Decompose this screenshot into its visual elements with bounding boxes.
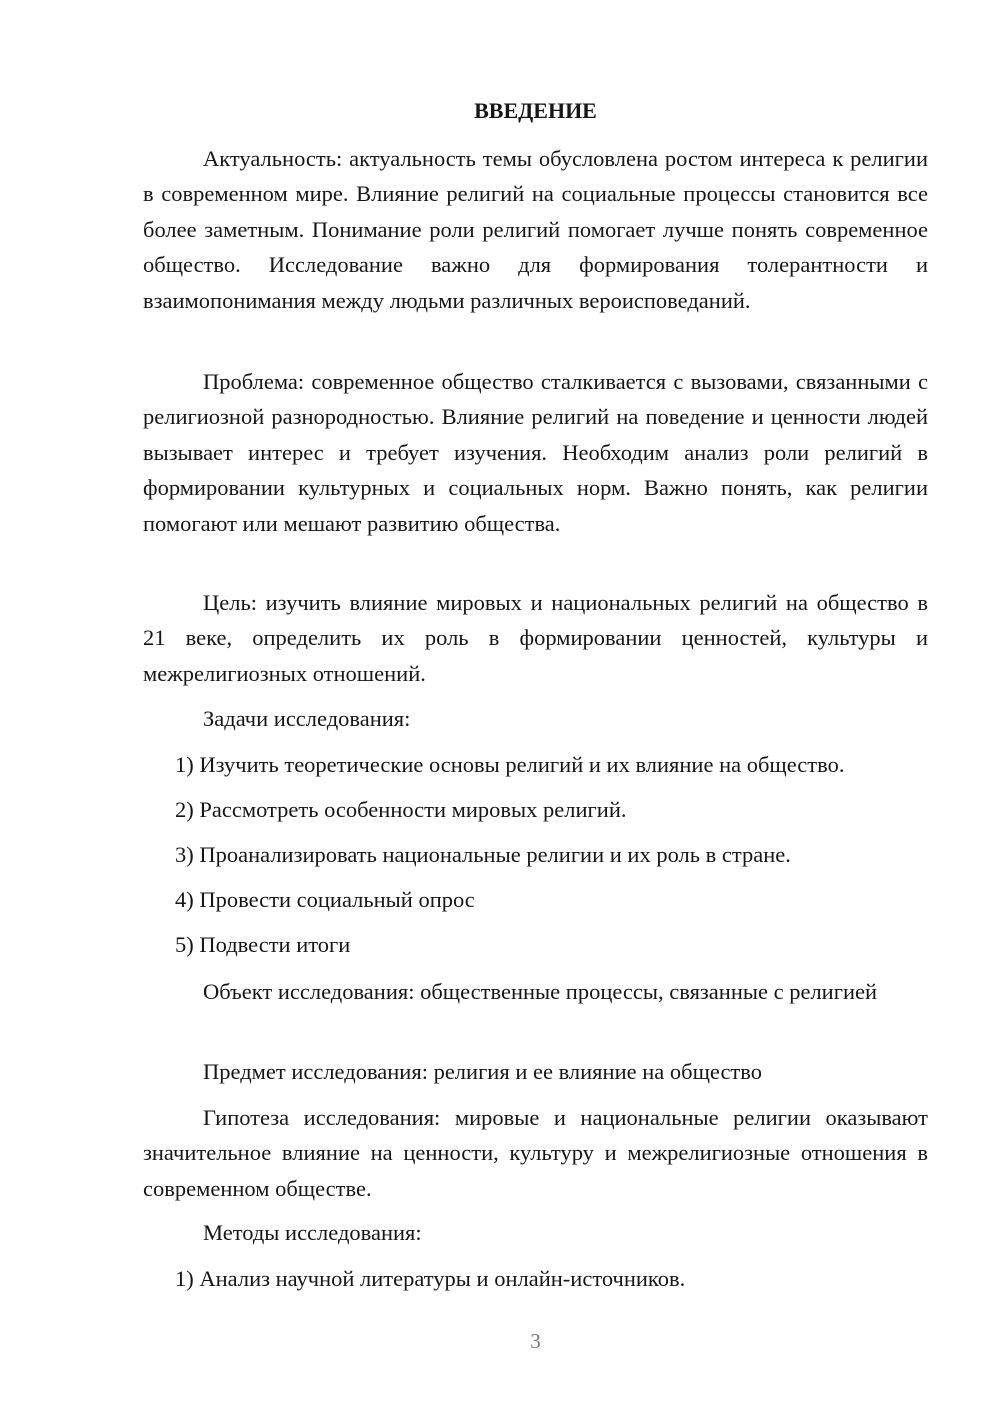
- task-item-3: 3) Проанализировать национальные религии и их роль в стране.: [175, 842, 791, 867]
- task-item-1: 1) Изучить теоретические основы религий и их влияние на общество.: [175, 752, 845, 777]
- goal-paragraph: Цель: изучить влияние мировых и национальных религий на общество в 21 веке, определить их роль в формировании ценностей, культуры и межрелигиозных отношений.: [143, 590, 928, 686]
- page-number: 3: [530, 1329, 541, 1353]
- methods-heading: Методы исследования:: [203, 1220, 422, 1245]
- hypothesis-paragraph: Гипотеза исследования: мировые и национальные религии оказывают значительное влияние на ценности, культуру и межрелигиозные отношения в современном обществе.: [143, 1105, 928, 1201]
- relevance-paragraph: Актуальность: актуальность темы обусловлена ростом интереса к религии в современном мире. Влияние религий на социальные процессы становится все более заметным. Понимание роли религий помогает лучше понять современное общество. Исследование важно для формирования толерантности и взаимопонимания между людьми различных вероисповеданий.: [143, 146, 928, 313]
- task-item-5: 5) Подвести итоги: [175, 932, 351, 957]
- problem-paragraph: Проблема: современное общество сталкивается с вызовами, связанными с религиозной разнородностью. Влияние религий на поведение и ценности людей вызывает интерес и требует изучения. Необходим анализ роли религий в формировании культурных и социальных норм. Важно понять, как религии помогают или мешают развитию общества.: [143, 369, 928, 536]
- method-item-1: 1) Анализ научной литературы и онлайн-источников.: [175, 1266, 686, 1291]
- subject-paragraph: Предмет исследования: религия и ее влияние на общество: [203, 1059, 762, 1084]
- page-title: ВВЕДЕНИЕ: [474, 98, 597, 123]
- tasks-heading: Задачи исследования:: [203, 706, 411, 731]
- task-item-4: 4) Провести социальный опрос: [175, 887, 475, 912]
- object-paragraph: Объект исследования: общественные процессы, связанные с религией: [203, 979, 878, 1004]
- task-item-2: 2) Рассмотреть особенности мировых религий.: [175, 797, 627, 822]
